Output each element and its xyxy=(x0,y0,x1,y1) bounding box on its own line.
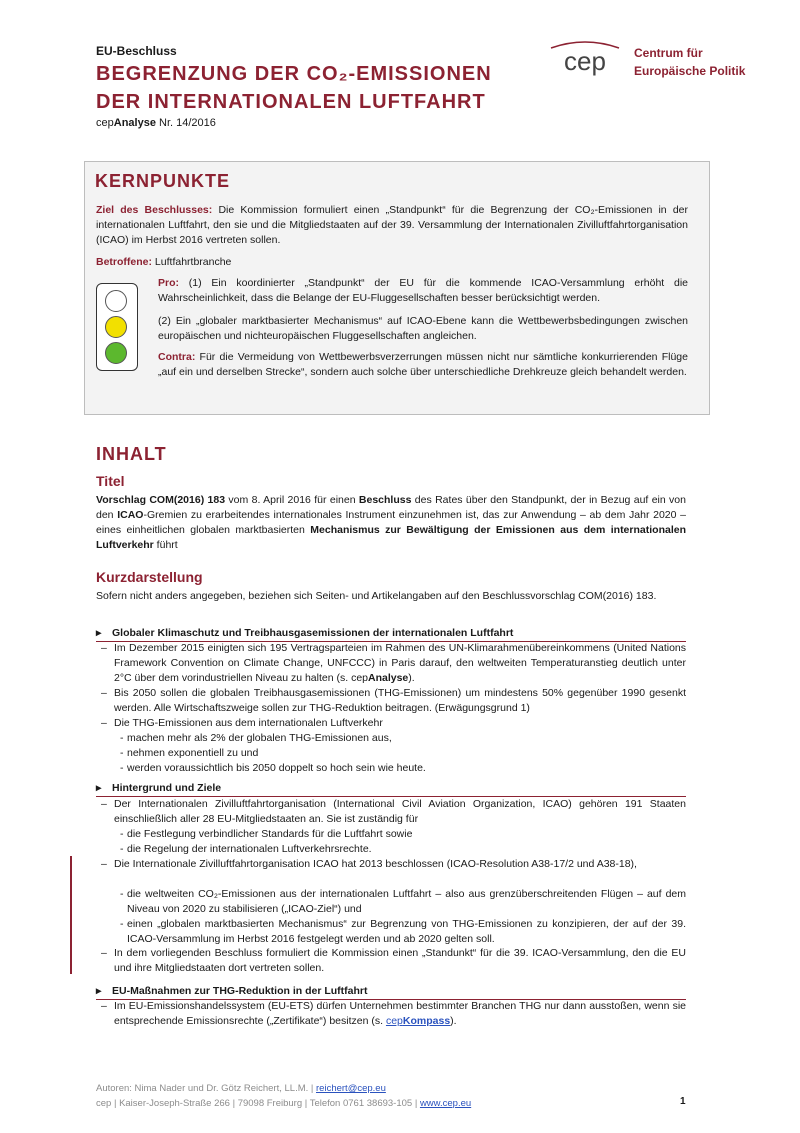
contra-paragraph: Contra: Für die Vermeidung von Wettbewerbsverzerrungen müssen nicht nur sämtliche konkurrierenden Flüge „auf ein und derselben Strecke“, sondern auch solche über unterschiedliche Drehkreuze gleich behandelt werden. xyxy=(158,351,688,378)
section-1-item-3: – Die THG-Emissionen aus dem internationalen Luftverkehr xyxy=(114,716,686,731)
section-2-item-3: – In dem vorliegenden Beschluss formuliert die Kommission einen „Standunkt“ für die 39. ICAO-Versammlung, den die EU und ihre Mitgliedstaaten dort vertreten sollen. xyxy=(114,946,686,976)
section-1-subitem-2: - nehmen exponentiell zu und xyxy=(127,746,686,761)
analyse-number: cepAnalyse Nr. 14/2016 xyxy=(96,117,216,129)
arrow-bullet-icon: ▸ xyxy=(96,782,102,794)
title-line-1: BEGRENZUNG DER CO₂-EMISSIONEN xyxy=(96,63,492,85)
kurzdarstellung-intro: Sofern nicht anders angegeben, beziehen sich Seiten- und Artikelangaben auf den Beschlussvorschlag COM(2016) 183. xyxy=(96,590,657,602)
goal-paragraph: Ziel des Beschlusses: Die Kommission formuliert einen „Standpunkt“ für die Begrenzung der CO₂-Emissionen in der internationalen Luftfahrt, den sie und die Mitgliedstaaten auf der 39. Versammlung der Internationalen Zivilluftfahrtorganisation (ICAO) im Herbst 2016 vertreten sollen. xyxy=(96,204,689,246)
organization-name: Centrum für Europäische Politik xyxy=(634,46,746,78)
inhalt-heading: INHALT xyxy=(96,444,167,464)
page-number: 1 xyxy=(680,1096,686,1107)
arrow-bullet-icon: ▸ xyxy=(96,627,102,639)
cep-kompass-link[interactable]: cepKompass xyxy=(385,1015,451,1027)
section-2-subitem-2: - die Regelung der internationalen Luftverkehrsrechte. xyxy=(127,842,686,857)
section-2-subitem-4: - einen „globalen marktbasierten Mechanismus“ zur Begrenzung von THG-Emissionen zu konzipieren, der auf der 39. ICAO-Versammlung im Herbst 2016 festgelegt werden und ab 2020 gelten soll. xyxy=(127,917,686,947)
author-email-link[interactable]: reichert@cep.eu xyxy=(316,1083,386,1094)
section-2-heading: ▸ Hintergrund und Ziele xyxy=(96,782,222,794)
traffic-light-yellow-lamp xyxy=(105,316,127,338)
footer-authors: Autoren: Nima Nader und Dr. Götz Reichert, LL.M. | reichert@cep.eu xyxy=(96,1083,386,1094)
change-bar xyxy=(70,856,72,974)
kurzdarstellung-heading: Kurzdarstellung xyxy=(96,569,203,585)
section-1-item-1: – Im Dezember 2015 einigten sich 195 Vertragsparteien im Rahmen des UN-Klimarahmenübereinkommens (United Nations Framework Convention on Climate Change, UNFCCC) in Paris darauf, den weltweiten Temperaturanstieg deutlich unter 2°C über dem vorindustriellen Niveau zu halten (s. cepAnalyse). xyxy=(114,641,686,686)
pro-paragraph-2: (2) Ein „globaler marktbasierter Mechanismus“ auf ICAO-Ebene kann die Wettbewerbsbedingungen zwischen europäischen und nichteuropäischen Fluggesellschaften angleichen. xyxy=(158,315,688,342)
section-1-heading: ▸ Globaler Klimaschutz und Treibhausgasemissionen der internationalen Luftfahrt xyxy=(96,627,514,639)
arrow-bullet-icon: ▸ xyxy=(96,985,102,997)
section-1-subitem-3: - werden voraussichtlich bis 2050 doppelt so hoch sein wie heute. xyxy=(127,761,686,776)
traffic-light-green-lamp xyxy=(105,342,127,364)
section-2-item-1: – Der Internationalen Zivilluftfahrtorganisation (International Civil Aviation Organization, ICAO) gehören 191 Staaten einschließlich aller 28 EU-Mitgliedstaaten an. Sie ist zuständig für xyxy=(114,797,686,827)
traffic-light-white-lamp xyxy=(105,290,127,312)
document-type: EU-Beschluss xyxy=(96,44,177,58)
section-2-item-2: – Die Internationale Zivilluftfahrtorganisation ICAO hat 2013 beschlossen (ICAO-Resolution A38-17/2 und A38-18), xyxy=(114,857,686,872)
kernpunkte-heading: KERNPUNKTE xyxy=(95,171,231,191)
section-2-subitem-1: - die Festlegung verbindlicher Standards für die Luftfahrt sowie xyxy=(127,827,686,842)
section-3-item-1: – Im EU-Emissionshandelssystem (EU-ETS) dürfen Unternehmen bestimmter Branchen THG nur dann ausstoßen, wenn sie entsprechende Emissionsrechte („Zertifikate“) besitzen (s. cepKompass). xyxy=(114,999,686,1029)
section-3-heading: ▸ EU-Maßnahmen zur THG-Reduktion in der Luftfahrt xyxy=(96,985,368,997)
traffic-light-icon xyxy=(96,283,138,371)
section-2-subitem-3: - die weltweiten CO₂-Emissionen aus der internationalen Luftfahrt – also aus grenzüberschreitenden Flügen – auf dem Niveau von 2020 zu stabilisieren („ICAO-Ziel“) und xyxy=(127,887,686,917)
titel-heading: Titel xyxy=(96,473,125,489)
section-1-item-2: – Bis 2050 sollen die globalen Treibhausgasemissionen (THG-Emissionen) um mindestens 50% gegenüber 1990 gesenkt werden. Alle Wirtschaftszweige sollen zur THG-Reduktion beitragen. (Erwägungsgrund 1) xyxy=(114,686,686,716)
website-link[interactable]: www.cep.eu xyxy=(419,1098,472,1109)
cep-logo xyxy=(545,40,625,80)
section-1-subitem-1: - machen mehr als 2% der globalen THG-Emissionen aus, xyxy=(127,731,686,746)
affected-paragraph: Betroffene: Luftfahrtbranche xyxy=(96,256,232,268)
titel-paragraph: Vorschlag COM(2016) 183 vom 8. April 2016 für einen Beschluss des Rates über den Standpunkt, der in Bezug auf ein von den ICAO-Gremien zu erarbeitendes internationales Instrument einzunehmen ist, das zur Anwendung – ab dem Jahr 2020 – eines einheitlichen globalen marktbasierten Mechanismus zur Bewältigung der Emissionen aus dem internationalen Luftverkehr führt xyxy=(96,494,686,551)
svg-text:cep: cep xyxy=(564,46,606,76)
pro-paragraph-1: Pro: (1) Ein koordinierter „Standpunkt“ der EU für die kommende ICAO-Versammlung erhöht die Wahrscheinlichkeit, dass die Belange der EU-Fluggesellschaften besser berücksichtigt werden. xyxy=(158,277,688,304)
footer-address: cep | Kaiser-Joseph-Straße 266 | 79098 Freiburg | Telefon 0761 38693-105 | www.cep.eu xyxy=(96,1098,472,1109)
title-line-2: DER INTERNATIONALEN LUFTFAHRT xyxy=(96,91,486,113)
